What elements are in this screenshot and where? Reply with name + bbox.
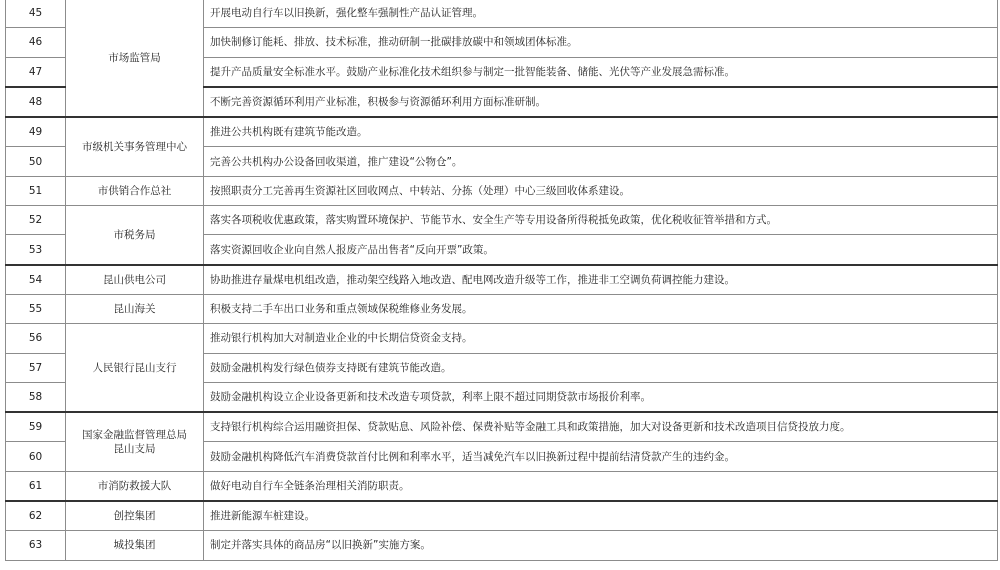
row-number: 61 [6, 471, 66, 501]
task-responsibility-table [5, 0, 998, 561]
task-description: 鼓励金融机构发行绿色债券支持既有建筑节能改造。 [204, 353, 998, 382]
table-row [6, 501, 998, 531]
task-description: 协助推进存量煤电机组改造，推动架空线路入地改造、配电网改造升级等工作，推进非工空调负荷调控能力建设。 [204, 265, 998, 295]
row-number: 59 [6, 412, 66, 442]
responsible-department: 国家金融监督管理总局 昆山支局 [66, 412, 204, 471]
responsible-department: 人民银行昆山支行 [66, 324, 204, 412]
task-description: 完善公共机构办公设备回收渠道，推广建设“公物仓”。 [204, 147, 998, 176]
task-description: 支持银行机构综合运用融资担保、贷款贴息、风险补偿、保费补贴等金融工具和政策措施，加大对设备更新和技术改造项目信贷投放力度。 [204, 412, 998, 442]
row-number: 55 [6, 294, 66, 323]
task-description: 按照职责分工完善再生资源社区回收网点、中转站、分拣（处理）中心三级回收体系建设。 [204, 176, 998, 205]
table-row [6, 0, 998, 28]
table-row [6, 471, 998, 501]
row-number: 52 [6, 206, 66, 235]
task-description: 鼓励金融机构设立企业设备更新和技术改造专项贷款，利率上限不超过同期贷款市场报价利率。 [204, 382, 998, 412]
task-description: 做好电动自行车全链条治理相关消防职责。 [204, 471, 998, 501]
table-row [6, 176, 998, 205]
task-description: 积极支持二手车出口业务和重点领域保税维修业务发展。 [204, 294, 998, 323]
row-number: 47 [6, 57, 66, 87]
table-row [6, 206, 998, 235]
responsible-department: 创控集团 [66, 501, 204, 531]
task-description: 不断完善资源循环利用产业标准，积极参与资源循环利用方面标准研制。 [204, 87, 998, 117]
responsible-department: 市场监管局 [66, 0, 204, 117]
task-description: 落实资源回收企业向自然人报废产品出售者“反向开票”政策。 [204, 235, 998, 265]
table-row [6, 531, 998, 560]
task-description: 推进新能源车桩建设。 [204, 501, 998, 531]
row-number: 51 [6, 176, 66, 205]
responsible-department: 城投集团 [66, 531, 204, 560]
task-description: 加快制修订能耗、排放、技术标准，推动研制一批碳排放碳中和领域团体标准。 [204, 28, 998, 57]
responsible-department: 市供销合作总社 [66, 176, 204, 205]
row-number: 48 [6, 87, 66, 117]
row-number: 46 [6, 28, 66, 57]
row-number: 56 [6, 324, 66, 353]
table-row [6, 265, 998, 295]
responsible-department: 市级机关事务管理中心 [66, 117, 204, 176]
responsible-department: 市税务局 [66, 206, 204, 265]
responsible-department: 昆山海关 [66, 294, 204, 323]
task-description: 推进公共机构既有建筑节能改造。 [204, 117, 998, 147]
row-number: 53 [6, 235, 66, 265]
row-number: 45 [6, 0, 66, 28]
task-description: 制定并落实具体的商品房“以旧换新”实施方案。 [204, 531, 998, 560]
task-description: 提升产品质量安全标准水平。鼓励产业标准化技术组织参与制定一批智能装备、储能、光伏等产业发展急需标准。 [204, 57, 998, 87]
row-number: 57 [6, 353, 66, 382]
row-number: 63 [6, 531, 66, 560]
table-row [6, 117, 998, 147]
row-number: 60 [6, 442, 66, 471]
row-number: 49 [6, 117, 66, 147]
table-row [6, 324, 998, 353]
row-number: 62 [6, 501, 66, 531]
row-number: 58 [6, 382, 66, 412]
task-description: 落实各项税收优惠政策，落实购置环境保护、节能节水、安全生产等专用设备所得税抵免政策，优化税收征管举措和方式。 [204, 206, 998, 235]
task-description: 开展电动自行车以旧换新，强化整车强制性产品认证管理。 [204, 0, 998, 28]
responsible-department: 市消防救援大队 [66, 471, 204, 501]
row-number: 54 [6, 265, 66, 295]
table-row [6, 294, 998, 323]
row-number: 50 [6, 147, 66, 176]
responsible-department: 昆山供电公司 [66, 265, 204, 295]
table-body [6, 0, 998, 560]
table-row [6, 412, 998, 442]
task-description: 鼓励金融机构降低汽车消费贷款首付比例和利率水平，适当减免汽车以旧换新过程中提前结清贷款产生的违约金。 [204, 442, 998, 471]
task-description: 推动银行机构加大对制造业企业的中长期信贷资金支持。 [204, 324, 998, 353]
